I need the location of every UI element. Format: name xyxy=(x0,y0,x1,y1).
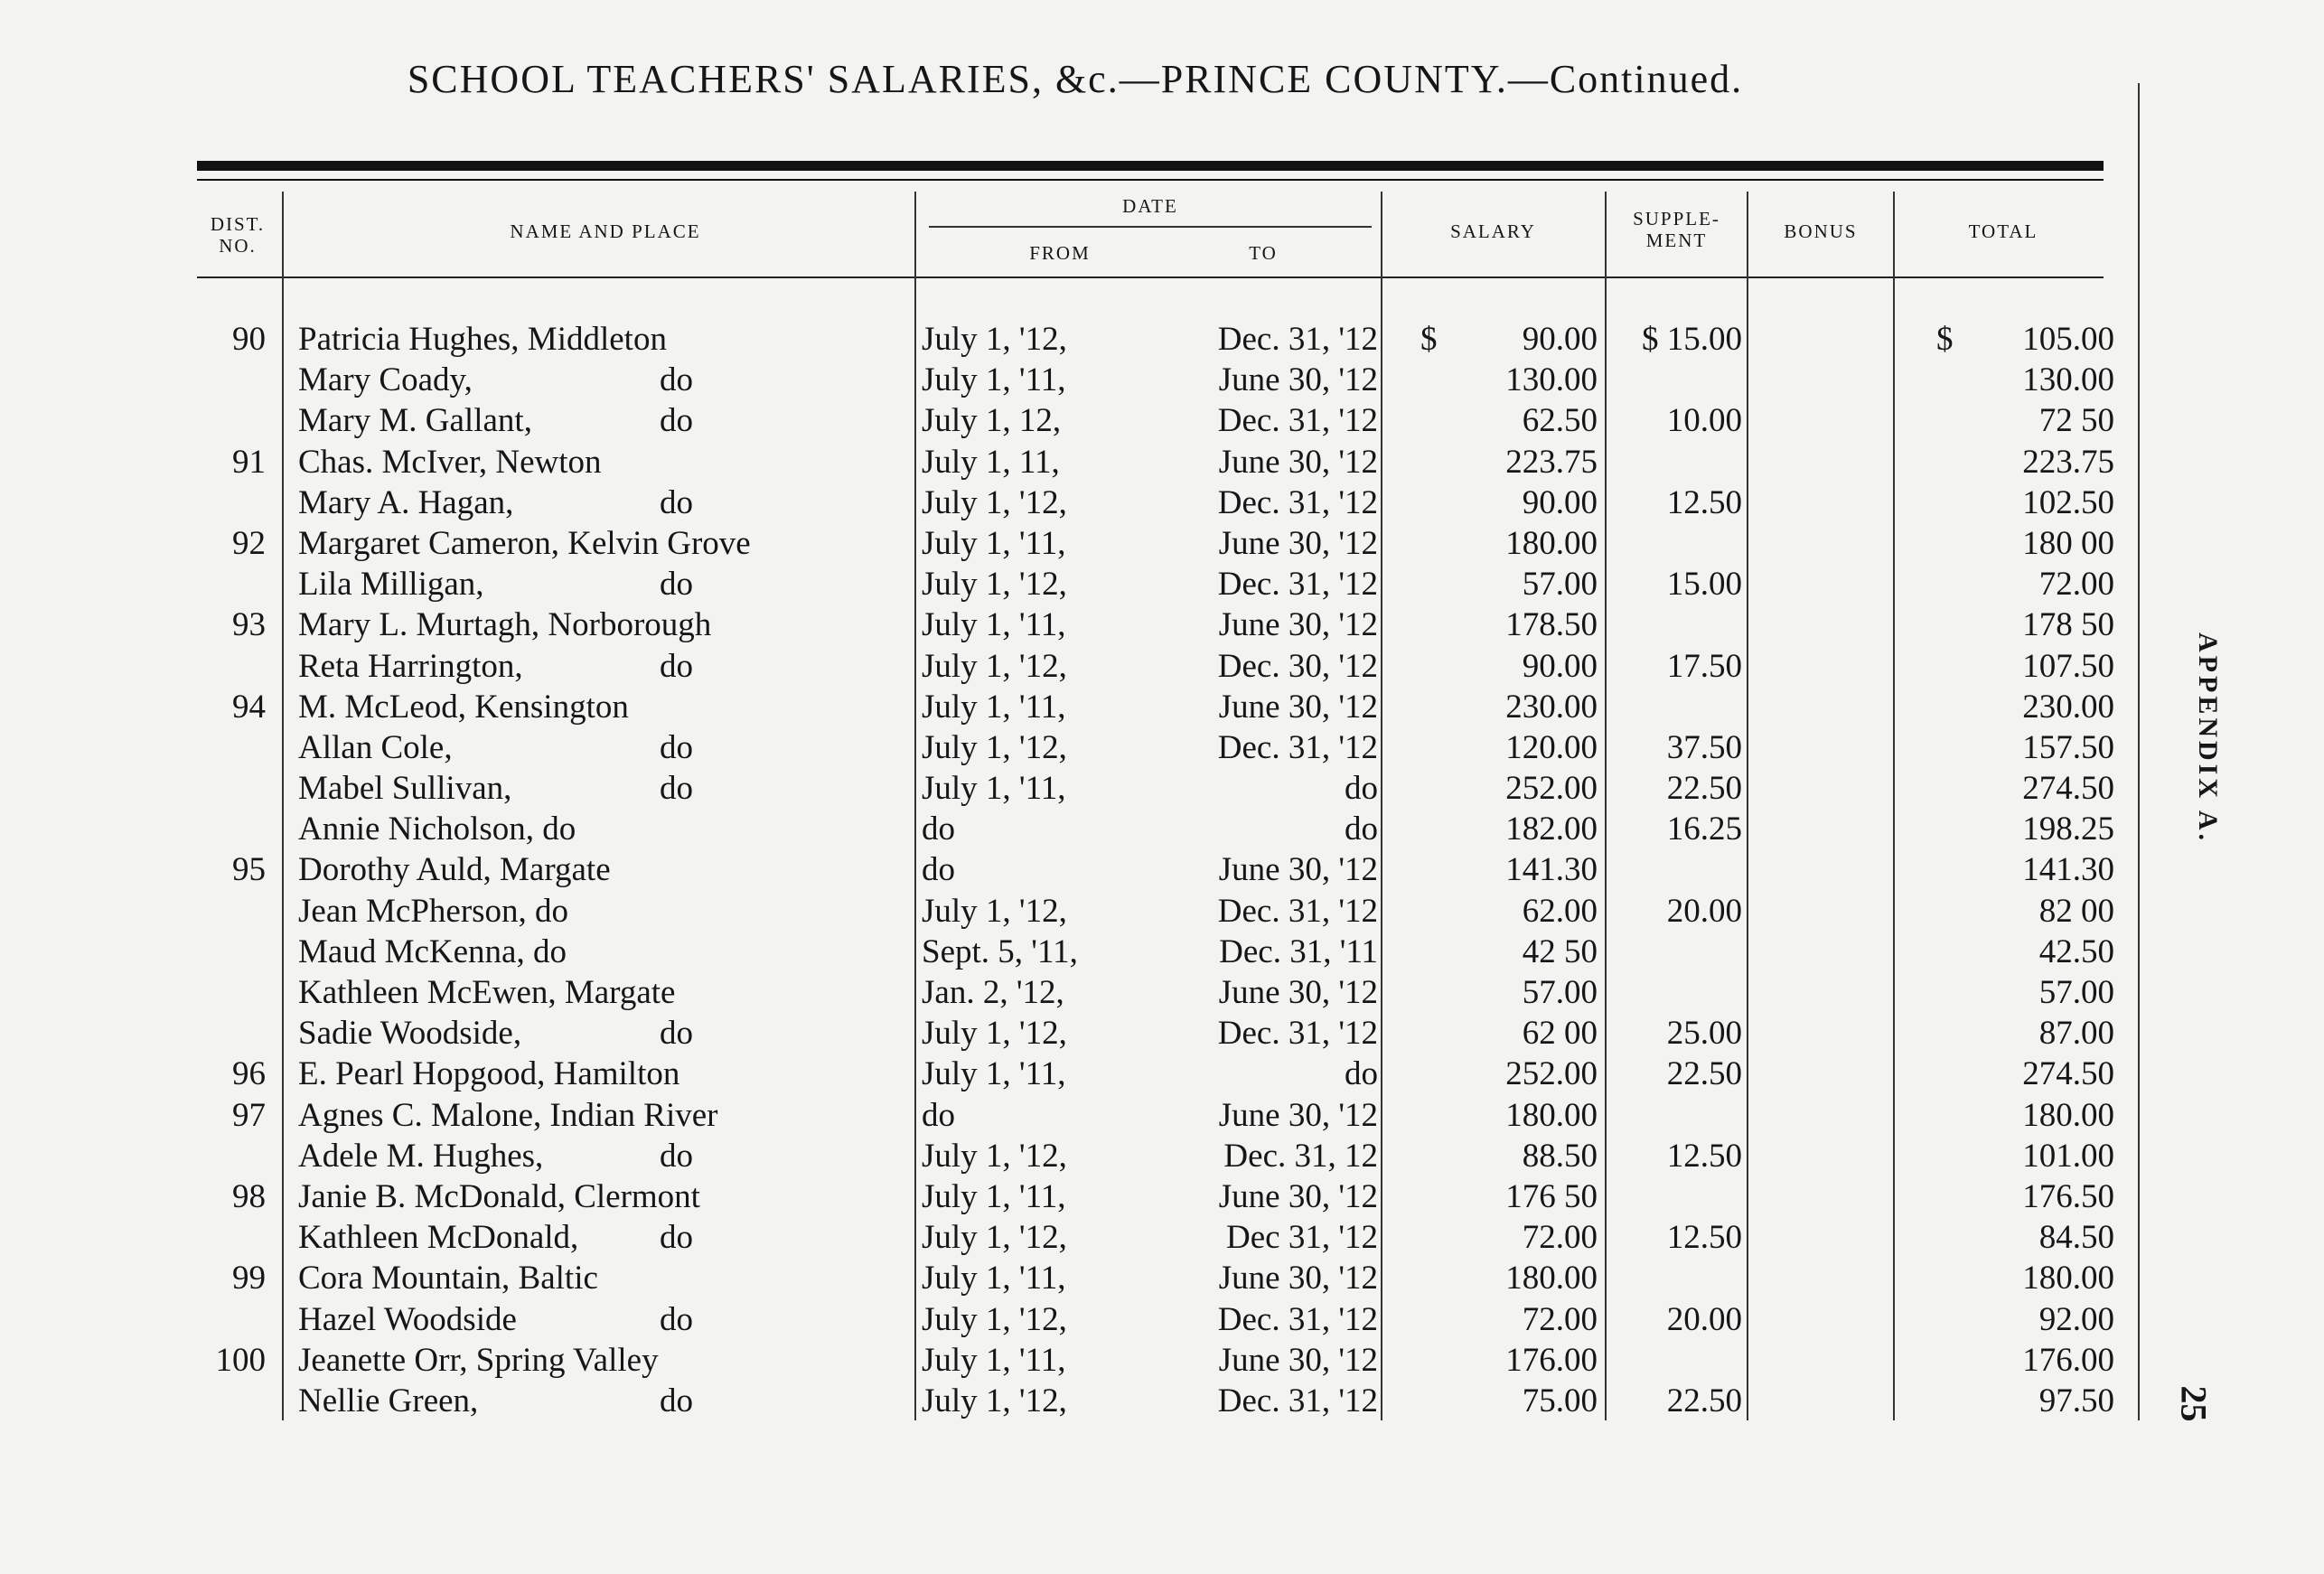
cell-from: July 1, '12, xyxy=(922,892,1067,930)
cell-name: Mary L. Murtagh, Norborough xyxy=(298,606,712,644)
table-row xyxy=(0,319,2169,360)
cell-name: E. Pearl Hopgood, Hamilton xyxy=(298,1055,680,1093)
header-dist: DIST. NO. xyxy=(210,213,266,257)
cell-total: 84.50 xyxy=(2038,1219,2114,1257)
table-row xyxy=(0,646,2169,687)
cell-to: Dec 31, '12 xyxy=(1226,1219,1378,1257)
cell-total: 274.50 xyxy=(2022,770,2114,808)
cell-dist: 98 xyxy=(232,1177,266,1215)
cell-name: Adele M. Hughes, xyxy=(298,1137,544,1175)
cell-total: 141.30 xyxy=(2022,851,2114,889)
cell-to: Dec. 31, '12 xyxy=(1217,566,1378,604)
cell-to: June 30, '12 xyxy=(1218,688,1378,726)
cell-from: July 1, '11, xyxy=(922,1341,1066,1379)
cell-from: do xyxy=(922,851,955,889)
cell-total: 42.50 xyxy=(2038,932,2114,970)
cell-place-ditto: do xyxy=(660,647,693,685)
cell-from: July 1, '11, xyxy=(922,1177,1066,1215)
cell-name: M. McLeod, Kensington xyxy=(298,688,629,726)
cell-total: 198.25 xyxy=(2022,810,2114,848)
cell-total: 87.00 xyxy=(2038,1015,2114,1053)
cell-salary: 72.00 xyxy=(1522,1300,1598,1338)
cell-total: 176.00 xyxy=(2022,1341,2114,1379)
cell-supp: 15.00 xyxy=(1666,566,1742,604)
cell-to: Dec. 31, '12 xyxy=(1217,321,1378,358)
cell-from: July 1, '12, xyxy=(922,321,1067,358)
cell-salary: 230.00 xyxy=(1505,688,1598,726)
table-row xyxy=(0,523,2169,564)
cell-name: Jean McPherson, do xyxy=(298,892,569,930)
cell-name: Mabel Sullivan, xyxy=(298,770,512,808)
cell-from: July 1, '12, xyxy=(922,1300,1067,1338)
header-salary: SALARY xyxy=(1450,220,1536,242)
cell-from: July 1, 12, xyxy=(922,402,1062,440)
cell-to: do xyxy=(1345,770,1378,808)
cell-from: July 1, '12, xyxy=(922,728,1067,766)
table-row xyxy=(0,1258,2169,1298)
cell-name: Agnes C. Malone, Indian River xyxy=(298,1096,718,1134)
cell-from: July 1, '12, xyxy=(922,1137,1067,1175)
cell-salary: 182.00 xyxy=(1505,810,1598,848)
cell-total: 72.00 xyxy=(2038,566,2114,604)
cell-to: Dec. 31, '12 xyxy=(1217,1300,1378,1338)
cell-salary: 72.00 xyxy=(1522,1219,1598,1257)
cell-from: July 1, '12, xyxy=(922,1219,1067,1257)
cell-to: June 30, '12 xyxy=(1218,1096,1378,1134)
table-row xyxy=(0,809,2169,849)
cell-salary: 252.00 xyxy=(1505,770,1598,808)
cell-total: 82 00 xyxy=(2038,892,2114,930)
cell-name: Sadie Woodside, xyxy=(298,1015,522,1053)
cell-supp: $ 15.00 xyxy=(1642,321,1742,358)
cell-dist: 91 xyxy=(232,443,266,481)
cell-dist: 100 xyxy=(215,1341,266,1379)
cell-supp: 12.50 xyxy=(1666,1137,1742,1175)
table-row xyxy=(0,360,2169,400)
cell-dist: 94 xyxy=(232,688,266,726)
cell-name: Kathleen McEwen, Margate xyxy=(298,974,676,1011)
cell-salary: 176.00 xyxy=(1505,1341,1598,1379)
cell-dist: 96 xyxy=(232,1055,266,1093)
cell-dist: 92 xyxy=(232,524,266,562)
cell-supp: 16.25 xyxy=(1666,810,1742,848)
cell-name: Lila Milligan, xyxy=(298,566,484,604)
cell-salary: 75.00 xyxy=(1522,1382,1598,1419)
table-row xyxy=(0,1299,2169,1340)
table-row xyxy=(0,1217,2169,1258)
table-row xyxy=(0,727,2169,768)
cell-name: Reta Harrington, xyxy=(298,647,523,685)
cell-salary: 141.30 xyxy=(1505,851,1598,889)
header-thin-rule xyxy=(197,179,2104,181)
cell-dist: 97 xyxy=(232,1096,266,1134)
page-number: 25 xyxy=(2173,1385,2215,1422)
cell-total: 223.75 xyxy=(2022,443,2114,481)
header-from: FROM xyxy=(1029,242,1091,264)
cell-total: 274.50 xyxy=(2022,1055,2114,1093)
cell-total: 178 50 xyxy=(2022,606,2114,644)
cell-supp: 22.50 xyxy=(1666,770,1742,808)
cell-total: 57.00 xyxy=(2038,974,2114,1011)
table-row xyxy=(0,687,2169,727)
cell-total: 72 50 xyxy=(2038,402,2114,440)
cell-supp: 22.50 xyxy=(1666,1382,1742,1419)
table-row xyxy=(0,1136,2169,1176)
cell-from: do xyxy=(922,810,955,848)
cell-to: do xyxy=(1345,810,1378,848)
cell-supp: 20.00 xyxy=(1666,1300,1742,1338)
cell-name: Mary Coady, xyxy=(298,361,473,399)
cell-name: Patricia Hughes, Middleton xyxy=(298,321,667,358)
cell-total: 102.50 xyxy=(2022,483,2114,521)
cell-to: Dec. 31, '12 xyxy=(1217,402,1378,440)
table-row xyxy=(0,972,2169,1013)
cell-place-ditto: do xyxy=(660,770,693,808)
salary-table-body xyxy=(0,319,2169,1421)
cell-place-ditto: do xyxy=(660,1382,693,1419)
cell-from: July 1, '11, xyxy=(922,361,1066,399)
cell-salary: 223.75 xyxy=(1505,443,1598,481)
cell-supp: 17.50 xyxy=(1666,647,1742,685)
cell-place-ditto: do xyxy=(660,728,693,766)
cell-salary: 90.00 xyxy=(1522,483,1598,521)
cell-dist: 93 xyxy=(232,606,266,644)
cell-to: June 30, '12 xyxy=(1218,524,1378,562)
header-date: DATE xyxy=(1122,195,1178,217)
cell-salary: 62.00 xyxy=(1522,892,1598,930)
cell-to: Dec. 31, 12 xyxy=(1223,1137,1378,1175)
cell-salary: 120.00 xyxy=(1505,728,1598,766)
cell-place-ditto: do xyxy=(660,566,693,604)
header-to: TO xyxy=(1249,242,1278,264)
table-row xyxy=(0,768,2169,809)
cell-salary: 88.50 xyxy=(1522,1137,1598,1175)
cell-name: Hazel Woodside xyxy=(298,1300,517,1338)
table-row xyxy=(0,1340,2169,1381)
cell-from: July 1, '11, xyxy=(922,770,1066,808)
cell-from: July 1, '12, xyxy=(922,1382,1067,1419)
table-row xyxy=(0,849,2169,890)
cell-name: Mary A. Hagan, xyxy=(298,483,514,521)
table-row xyxy=(0,1095,2169,1136)
cell-total: 130.00 xyxy=(2022,361,2114,399)
cell-to: do xyxy=(1345,1055,1378,1093)
date-header-rule xyxy=(929,226,1372,228)
cell-from: do xyxy=(922,1096,955,1134)
cell-to: Dec. 31, '11 xyxy=(1219,932,1378,970)
cell-salary: 176 50 xyxy=(1505,1177,1598,1215)
cell-to: Dec. 31, '12 xyxy=(1217,1015,1378,1053)
cell-from: July 1, '12, xyxy=(922,566,1067,604)
cell-salary: 42 50 xyxy=(1522,932,1598,970)
cell-salary-dollar: $ xyxy=(1420,321,1438,358)
table-row xyxy=(0,1054,2169,1094)
table-row xyxy=(0,564,2169,604)
page-title: SCHOOL TEACHERS' SALARIES, &c.—PRINCE COUNTY.—Continued. xyxy=(407,57,1744,101)
cell-salary: 180.00 xyxy=(1505,1260,1598,1298)
cell-from: July 1, 11, xyxy=(922,443,1060,481)
header-thick-rule xyxy=(197,161,2104,171)
table-row xyxy=(0,400,2169,441)
cell-supp: 20.00 xyxy=(1666,892,1742,930)
cell-total-dollar: $ xyxy=(1936,321,1954,358)
cell-from: Jan. 2, '12, xyxy=(922,974,1064,1011)
cell-from: July 1, '11, xyxy=(922,1260,1066,1298)
cell-to: June 30, '12 xyxy=(1218,974,1378,1011)
cell-total: 101.00 xyxy=(2022,1137,2114,1175)
table-row xyxy=(0,1013,2169,1054)
cell-salary: 252.00 xyxy=(1505,1055,1598,1093)
cell-name: Chas. McIver, Newton xyxy=(298,443,602,481)
cell-total: 180.00 xyxy=(2022,1260,2114,1298)
cell-salary: 57.00 xyxy=(1522,566,1598,604)
cell-supp: 37.50 xyxy=(1666,728,1742,766)
cell-supp: 10.00 xyxy=(1666,402,1742,440)
cell-place-ditto: do xyxy=(660,1137,693,1175)
cell-name: Nellie Green, xyxy=(298,1382,479,1419)
cell-from: July 1, '11, xyxy=(922,524,1066,562)
cell-to: June 30, '12 xyxy=(1218,443,1378,481)
cell-salary: 62 00 xyxy=(1522,1015,1598,1053)
cell-name: Jeanette Orr, Spring Valley xyxy=(298,1341,659,1379)
cell-dist: 95 xyxy=(232,851,266,889)
cell-to: Dec. 30, '12 xyxy=(1217,647,1378,685)
cell-total: 157.50 xyxy=(2022,728,2114,766)
cell-name: Annie Nicholson, do xyxy=(298,810,576,848)
table-row xyxy=(0,483,2169,523)
table-row xyxy=(0,1176,2169,1217)
cell-name: Cora Mountain, Baltic xyxy=(298,1260,598,1298)
cell-to: Dec. 31, '12 xyxy=(1217,483,1378,521)
table-row xyxy=(0,442,2169,483)
cell-from: July 1, '12, xyxy=(922,1015,1067,1053)
cell-total: 180 00 xyxy=(2022,524,2114,562)
header-bonus: BONUS xyxy=(1784,220,1858,242)
cell-place-ditto: do xyxy=(660,361,693,399)
header-name-place: NAME AND PLACE xyxy=(510,220,701,242)
cell-to: Dec. 31, '12 xyxy=(1217,892,1378,930)
cell-from: July 1, '11, xyxy=(922,606,1066,644)
cell-supp: 12.50 xyxy=(1666,1219,1742,1257)
cell-to: June 30, '12 xyxy=(1218,1341,1378,1379)
cell-place-ditto: do xyxy=(660,1219,693,1257)
cell-total: 97.50 xyxy=(2038,1382,2114,1419)
table-row xyxy=(0,604,2169,645)
cell-from: July 1, '11, xyxy=(922,688,1066,726)
cell-to: Dec. 31, '12 xyxy=(1217,1382,1378,1419)
cell-name: Dorothy Auld, Margate xyxy=(298,851,611,889)
table-row xyxy=(0,1381,2169,1421)
cell-salary: 90.00 xyxy=(1522,647,1598,685)
cell-supp: 22.50 xyxy=(1666,1055,1742,1093)
cell-salary: 180.00 xyxy=(1505,524,1598,562)
table-row xyxy=(0,891,2169,932)
cell-to: June 30, '12 xyxy=(1218,1260,1378,1298)
header-bottom-rule xyxy=(197,276,2104,278)
appendix-label: APPENDIX A. xyxy=(2193,632,2223,845)
cell-salary: 62.50 xyxy=(1522,402,1598,440)
header-supplement: SUPPLE- MENT xyxy=(1633,208,1720,251)
cell-total: 230.00 xyxy=(2022,688,2114,726)
cell-total: 107.50 xyxy=(2022,647,2114,685)
cell-place-ditto: do xyxy=(660,1300,693,1338)
cell-to: June 30, '12 xyxy=(1218,361,1378,399)
cell-to: Dec. 31, '12 xyxy=(1217,728,1378,766)
cell-total: 105.00 xyxy=(2022,321,2114,358)
cell-salary: 90.00 xyxy=(1522,321,1598,358)
cell-dist: 99 xyxy=(232,1260,266,1298)
cell-place-ditto: do xyxy=(660,1015,693,1053)
table-row xyxy=(0,932,2169,972)
cell-total: 92.00 xyxy=(2038,1300,2114,1338)
cell-total: 176.50 xyxy=(2022,1177,2114,1215)
cell-name: Margaret Cameron, Kelvin Grove xyxy=(298,524,751,562)
cell-salary: 178.50 xyxy=(1505,606,1598,644)
cell-name: Kathleen McDonald, xyxy=(298,1219,579,1257)
cell-to: June 30, '12 xyxy=(1218,606,1378,644)
cell-name: Allan Cole, xyxy=(298,728,453,766)
header-total: TOTAL xyxy=(1968,220,2038,242)
cell-name: Mary M. Gallant, xyxy=(298,402,532,440)
cell-salary: 130.00 xyxy=(1505,361,1598,399)
cell-salary: 180.00 xyxy=(1505,1096,1598,1134)
cell-to: June 30, '12 xyxy=(1218,851,1378,889)
cell-to: June 30, '12 xyxy=(1218,1177,1378,1215)
cell-from: July 1, '11, xyxy=(922,1055,1066,1093)
cell-dist: 90 xyxy=(232,321,266,358)
cell-name: Janie B. McDonald, Clermont xyxy=(298,1177,700,1215)
cell-from: July 1, '12, xyxy=(922,483,1067,521)
cell-total: 180.00 xyxy=(2022,1096,2114,1134)
cell-salary: 57.00 xyxy=(1522,974,1598,1011)
cell-name: Maud McKenna, do xyxy=(298,932,567,970)
cell-supp: 12.50 xyxy=(1666,483,1742,521)
cell-from: July 1, '12, xyxy=(922,647,1067,685)
cell-place-ditto: do xyxy=(660,402,693,440)
cell-from: Sept. 5, '11, xyxy=(922,932,1078,970)
cell-place-ditto: do xyxy=(660,483,693,521)
cell-supp: 25.00 xyxy=(1666,1015,1742,1053)
